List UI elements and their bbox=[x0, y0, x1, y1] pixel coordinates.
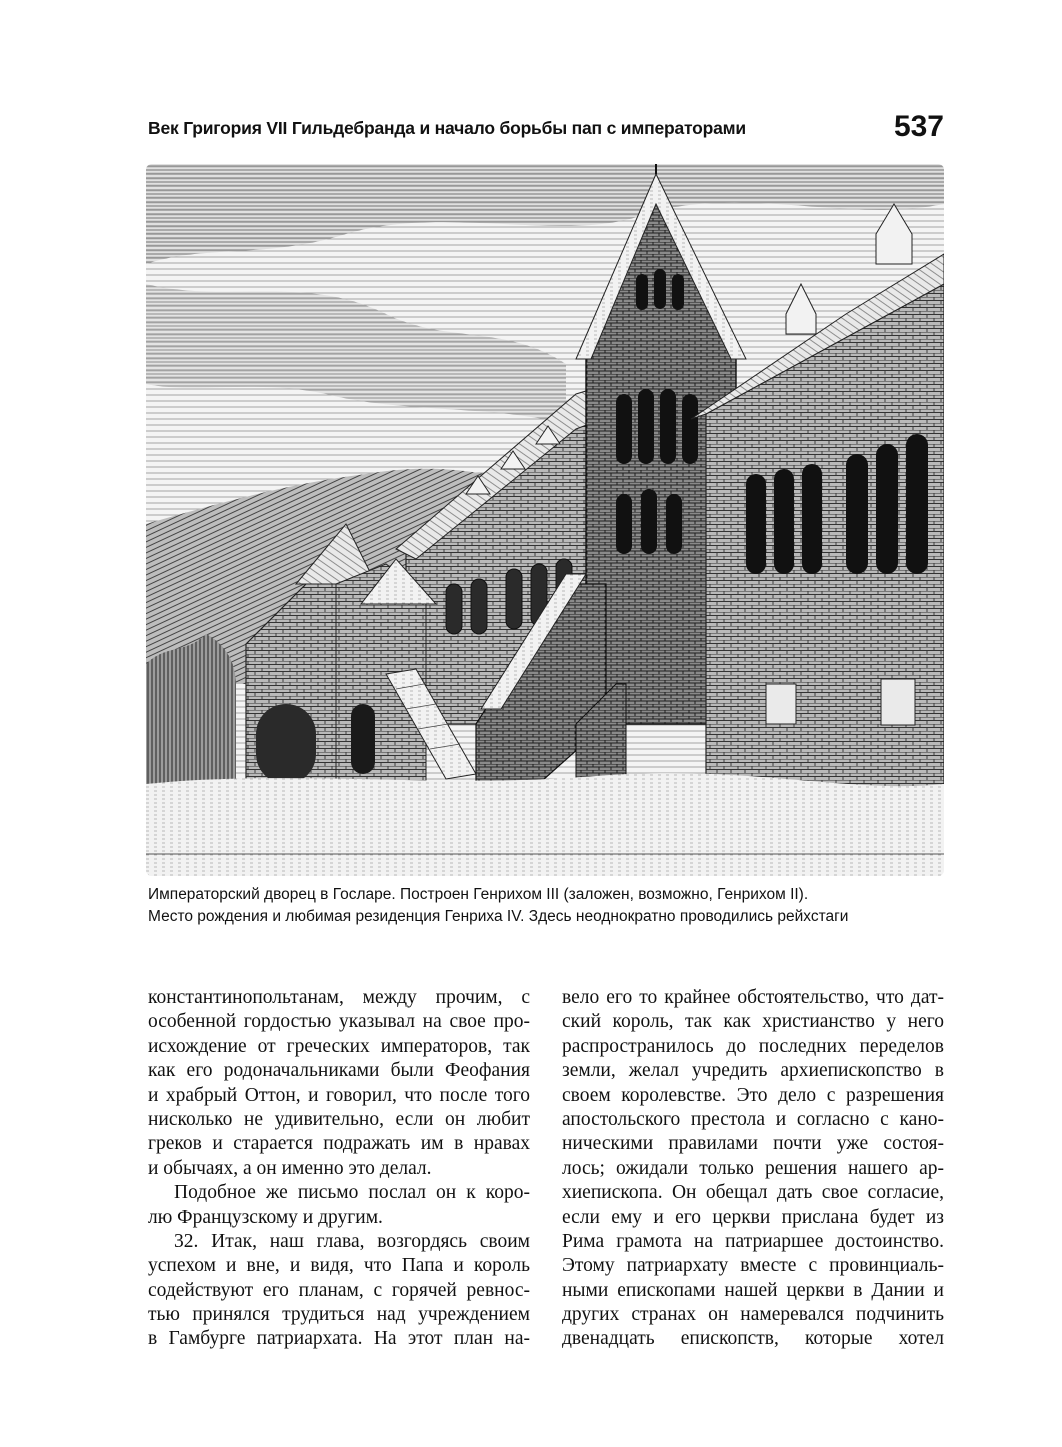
text-line: Этому патриархату вместе с провинциаль- bbox=[562, 1255, 944, 1277]
text-line: и храбрый Оттон, и говорил, что после того bbox=[148, 1084, 530, 1106]
text-line: константинопольтанам, между прочим, с bbox=[148, 987, 530, 1008]
text-line: своем королевстве. Это дело с разрешения bbox=[562, 1084, 944, 1106]
text-line: Рима грамота на патриаршее достоинство. bbox=[562, 1230, 944, 1252]
text-line: апостольского престола и согласно с кано- bbox=[562, 1108, 944, 1130]
text-line: и обычаях, а он именно это делал. bbox=[148, 1157, 432, 1179]
text-line: хиепископа. Он обещал дать свое согласие, bbox=[562, 1182, 944, 1204]
figure-caption bbox=[148, 884, 948, 928]
caption-line: Императорский дворец в Госларе. Построен Генрихом III (заложен, возможно, Генрихом II). bbox=[148, 886, 809, 903]
text-line: в Гамбурге патриархата. На этот план на- bbox=[148, 1328, 530, 1350]
caption-line: Место рождения и любимая резиденция Генриха IV. Здесь неоднократно проводились рейхстаги bbox=[148, 908, 849, 925]
text-line: успехом и вне, и видя, что Папа и король bbox=[148, 1255, 530, 1277]
text-line: ническими правилами почти уже состоя- bbox=[562, 1133, 944, 1155]
text-line: вело его то крайнее обстоятельство, что дат- bbox=[562, 987, 944, 1008]
text-line: лось; ожидали только решения нашего ар- bbox=[562, 1157, 944, 1179]
text-line: как его родоначальниками были Феофания bbox=[148, 1060, 530, 1082]
text-line: греков и старается подражать им в нравах bbox=[148, 1133, 530, 1155]
text-column-left bbox=[148, 986, 530, 1352]
text-line: лю Французскому и другим. bbox=[148, 1206, 383, 1228]
text-column-right bbox=[562, 986, 944, 1352]
text-line: 32. Итак, наш глава, возгордясь своим bbox=[174, 1230, 530, 1252]
text-line: тью принялся трудиться над учреждением bbox=[148, 1304, 530, 1326]
text-line: двенадцать епископств, которые хотел bbox=[562, 1328, 944, 1350]
text-line: распространилось до последних переделов bbox=[562, 1035, 944, 1057]
text-line: исхождение от греческих императоров, так bbox=[148, 1035, 530, 1057]
text-line: особенной гордостью указывал на свое про- bbox=[148, 1011, 530, 1033]
text-line: содействуют его планам, с горячей ревнос- bbox=[148, 1279, 530, 1301]
text-line: нисколько не удивительно, если он любит bbox=[148, 1108, 530, 1130]
text-line: Подобное же письмо послал он к коро- bbox=[174, 1182, 530, 1204]
text-line: ский король, так как христианство у него bbox=[562, 1011, 944, 1033]
page-number: 537 bbox=[893, 110, 944, 143]
running-title: Век Григория VII Гильдебранда и начало борьбы пап с императорами bbox=[148, 118, 746, 138]
text-line: ными епископами нашей церкви в Дании и bbox=[562, 1279, 944, 1301]
snowy-ground bbox=[146, 773, 944, 876]
text-line: земли, желал учредить архиепископство в bbox=[562, 1060, 944, 1082]
running-head bbox=[148, 110, 948, 154]
text-line: других странах он намеревался подчинить bbox=[562, 1304, 944, 1326]
bare-trees bbox=[146, 634, 236, 784]
text-line: если ему и его церкви прислана будет из bbox=[562, 1206, 944, 1228]
palace-engraving bbox=[146, 164, 944, 876]
